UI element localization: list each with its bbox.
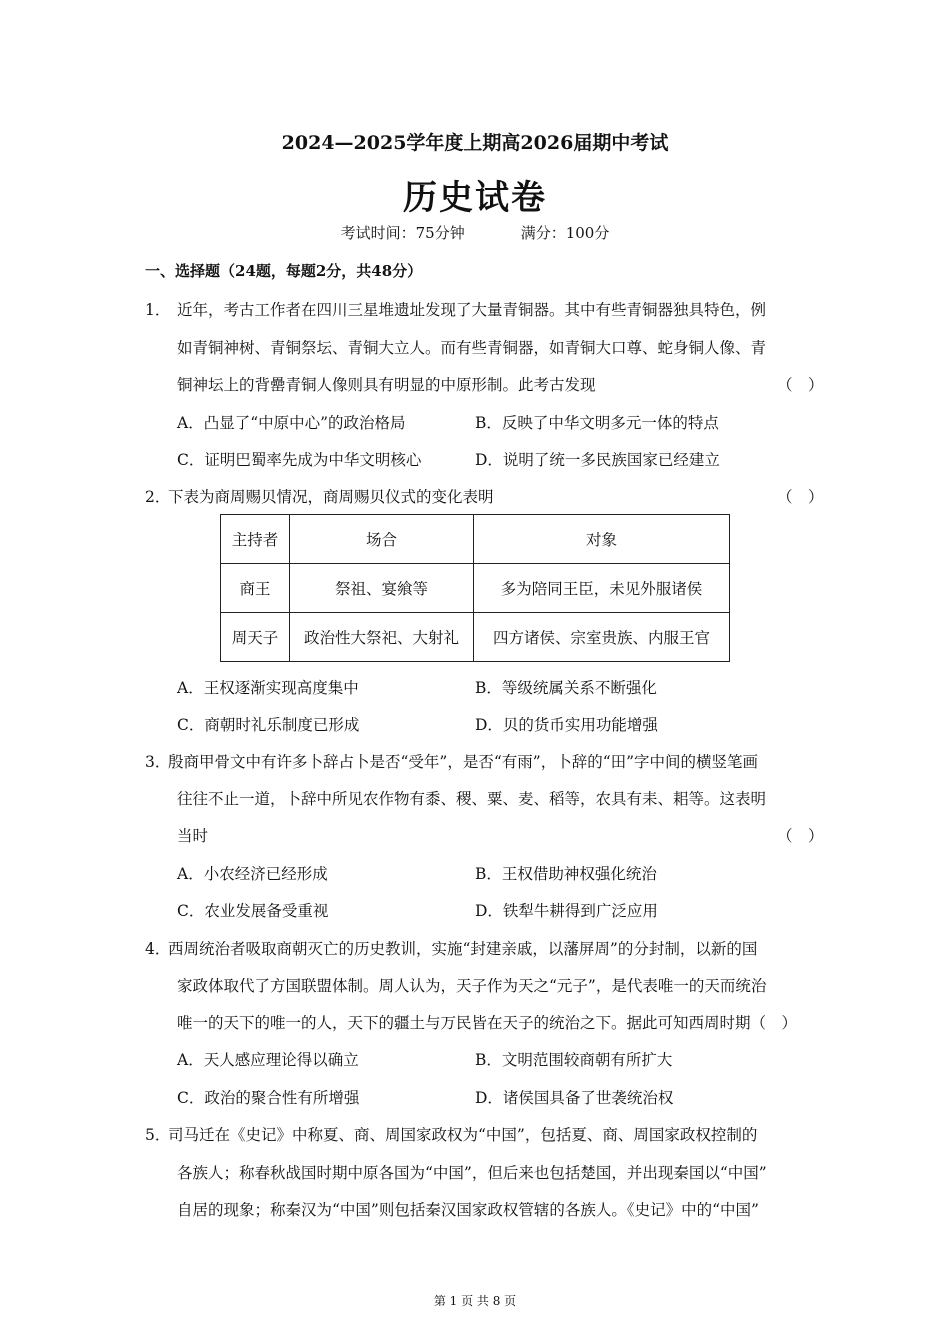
section-heading: 一、选择题（24题，每题2分，共48分） <box>145 262 423 280</box>
table-cell: 祭祖、宴飨等 <box>290 564 474 613</box>
question-number: 1． <box>145 301 171 319</box>
table-header-row <box>221 515 730 564</box>
table-row <box>221 564 730 613</box>
answer-blank: （ ） <box>777 488 824 506</box>
question-number: 5． <box>145 1126 171 1144</box>
data-table <box>220 514 730 662</box>
answer-blank: （ ） <box>777 827 824 845</box>
option-a: A．小农经济已经形成 <box>177 865 328 883</box>
question-text-line: 殷商甲骨文中有许多卜辞占卜是否“受年”，是否“有雨”，卜辞的“田”字中间的横竖笔画 <box>168 753 759 771</box>
question-number: 3． <box>145 753 171 771</box>
page-number: 第 1 页 共 8 页 <box>433 1294 517 1308</box>
question-text-line: 如青铜神树、青铜祭坛、青铜大立人。而有些青铜器，如青铜大口尊、蛇身铜人像、青 <box>177 339 767 357</box>
option-a: A．王权逐渐实现高度集中 <box>177 679 359 697</box>
option-b: B．文明范围较商朝有所扩大 <box>475 1051 673 1069</box>
question-text-line: 近年，考古工作者在四川三星堆遗址发现了大量青铜器。其中有些青铜器独具特色，例 <box>177 301 767 319</box>
table-cell: 商王 <box>221 564 290 613</box>
option-c: C．证明巴蜀率先成为中华文明核心 <box>177 451 422 469</box>
option-d: D．铁犁牛耕得到广泛应用 <box>475 902 658 920</box>
option-b: B．王权借助神权强化统治 <box>475 865 657 883</box>
question-text-line: 自居的现象；称秦汉为“中国”则包括秦汉国家政权管辖的各族人。《史记》中的“中国” <box>177 1201 759 1219</box>
option-a: A．凸显了“中原中心”的政治格局 <box>177 414 406 432</box>
table-cell: 多为陪同王臣，未见外服诸侯 <box>474 564 730 613</box>
option-c: C．政治的聚合性有所增强 <box>177 1089 360 1107</box>
question-text-line: 铜神坛上的背罍青铜人像则具有明显的中原形制。此考古发现 <box>177 376 596 394</box>
option-b: B．反映了中华文明多元一体的特点 <box>475 414 719 432</box>
exam-title: 2024—2025学年度上期高2026届期中考试 <box>281 132 669 154</box>
table-header-cell: 场合 <box>290 515 474 564</box>
question-text-line: 西周统治者吸取商朝灭亡的历史教训，实施“封建亲戚，以藩屏周”的分封制，以新的国 <box>168 940 758 958</box>
question-text-line: 家政体取代了方国联盟体制。周人认为，天子作为天之“元子”，是代表唯一的天而统治 <box>177 977 767 995</box>
question-text-line: 下表为商周赐贝情况，商周赐贝仪式的变化表明 <box>168 488 494 506</box>
table-cell: 四方诸侯、宗室贵族、内服王官 <box>474 613 730 662</box>
table-header-cell: 对象 <box>474 515 730 564</box>
option-d: D．诸侯国具备了世袭统治权 <box>475 1089 674 1107</box>
option-c: C．农业发展备受重视 <box>177 902 329 920</box>
question-text-line: 各族人；称春秋战国时期中原各国为“中国”，但后来也包括楚国，并出现秦国以“中国” <box>177 1164 767 1182</box>
exam-score: 满分：100分 <box>520 224 610 242</box>
option-d: D．说明了统一多民族国家已经建立 <box>475 451 720 469</box>
question-text-line: 当时 <box>177 827 209 845</box>
table-cell: 政治性大祭祀、大射礼 <box>290 613 474 662</box>
question-text-line: 唯一的天下的唯一的人，天下的疆土与万民皆在天子的统治之下。据此可知西周时期（ ） <box>177 1014 798 1032</box>
question-text-line: 司马迁在《史记》中称夏、商、周国家政权为“中国”，包括夏、商、周国家政权控制的 <box>168 1126 758 1144</box>
answer-blank: （ ） <box>777 376 824 394</box>
question-text-line: 往往不止一道，卜辞中所见农作物有黍、稷、粟、麦、稻等，农具有耒、耜等。这表明 <box>177 790 767 808</box>
table-row <box>221 613 730 662</box>
option-a: A．天人感应理论得以确立 <box>177 1051 359 1069</box>
table-header-cell: 主持者 <box>221 515 290 564</box>
subject-title: 历史试卷 <box>403 178 547 218</box>
exam-time: 考试时间：75分钟 <box>340 224 465 242</box>
option-b: B．等级统属关系不断强化 <box>475 679 657 697</box>
option-c: C．商朝时礼乐制度已形成 <box>177 716 360 734</box>
question-number: 4． <box>145 940 171 958</box>
exam-meta <box>0 222 950 243</box>
table-cell: 周天子 <box>221 613 290 662</box>
option-d: D．贝的货币实用功能增强 <box>475 716 658 734</box>
question-number: 2． <box>145 488 171 506</box>
